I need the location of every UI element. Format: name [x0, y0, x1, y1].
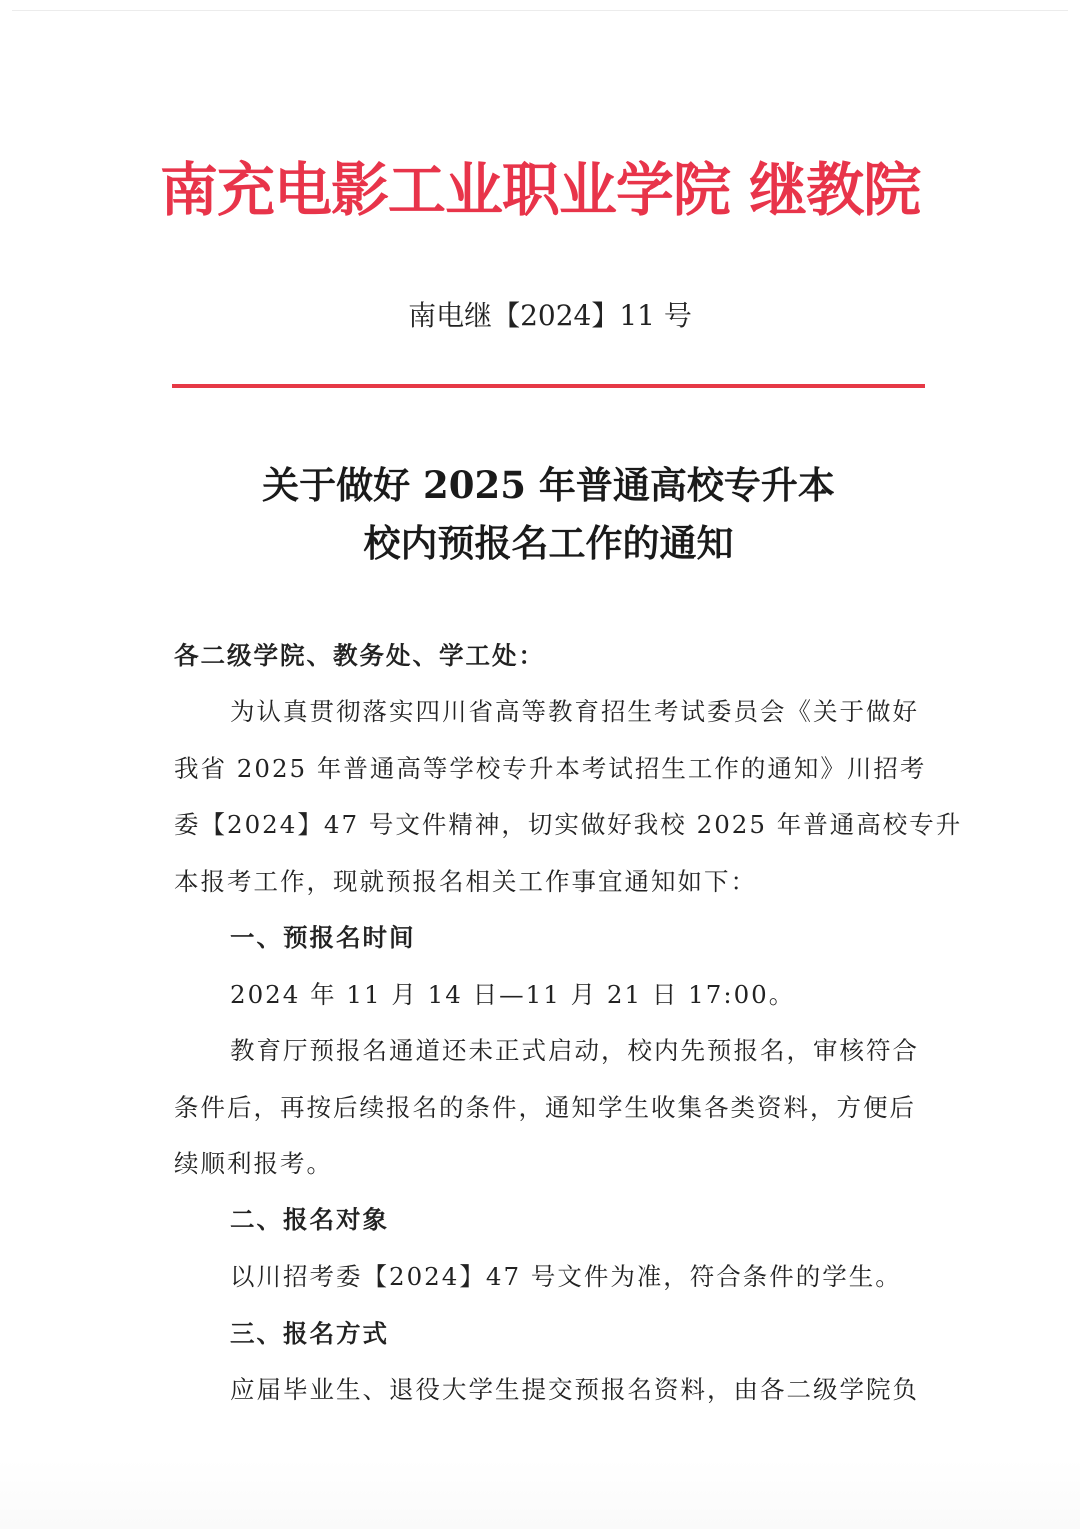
notice-title [0, 456, 1080, 572]
institution-header-title: 南充电影工业职业学院 继教院 [159, 156, 921, 224]
section-3-text: 应届毕业生、退役大学生提交预报名资料，由各二级学院负 [230, 1375, 919, 1404]
section-2-text: 以川招考委【2024】47 号文件为准，符合条件的学生。 [230, 1262, 902, 1291]
salutation: 各二级学院、教务处、学工处： [174, 641, 545, 670]
section-2-heading: 二、报名对象 [230, 1205, 389, 1234]
intro-line-3: 委【2024】47 号文件精神，切实做好我校 2025 年普通高校专升 [174, 810, 963, 839]
section-3-heading: 三、报名方式 [230, 1319, 389, 1348]
section-1-line-3: 续顺利报考。 [174, 1149, 333, 1178]
section-1-time: 2024 年 11 月 14 日—11 月 21 日 17:00。 [230, 980, 796, 1009]
section-1-heading: 一、预报名时间 [230, 923, 416, 952]
section-1-line-2: 条件后，再按后续报名的条件，通知学生收集各类资料，方便后 [174, 1093, 916, 1122]
intro-line-2: 我省 2025 年普通高等学校专升本考试招生工作的通知》川招考 [174, 754, 927, 783]
intro-line-4: 本报考工作，现就预报名相关工作事宜通知如下： [174, 867, 757, 896]
page-edge [12, 10, 1068, 11]
section-1-line-1: 教育厅预报名通道还未正式启动，校内先预报名，审核符合 [230, 1036, 919, 1065]
notice-title-line-2: 校内预报名工作的通知 [363, 521, 734, 565]
intro-line-1: 为认真贯彻落实四川省高等教育招生考试委员会《关于做好 [230, 697, 919, 726]
page-bottom-fade [0, 1459, 1080, 1529]
red-divider-rule [172, 384, 925, 388]
notice-title-line-1: 关于做好 2025 年普通高校专升本 [262, 463, 835, 507]
document-number: 南电继【2024】11 号 [408, 299, 692, 332]
